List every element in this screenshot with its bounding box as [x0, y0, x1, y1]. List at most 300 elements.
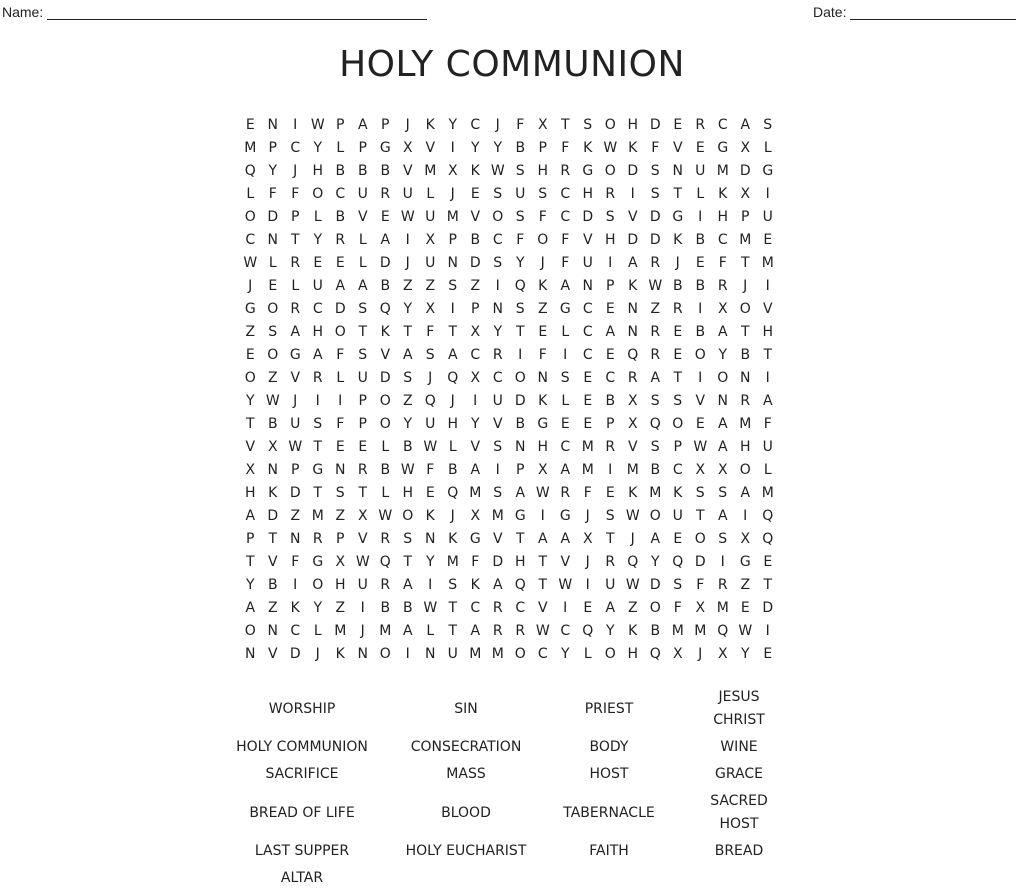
grid-letter: D — [762, 600, 774, 616]
grid-letter: J — [450, 393, 455, 409]
grid-letter: W — [535, 485, 550, 501]
grid-letter: F — [426, 462, 435, 478]
word-bank — [231, 686, 819, 890]
grid-letter: R — [740, 393, 751, 409]
grid-letter: B — [470, 232, 481, 248]
grid-letter: R — [560, 163, 571, 179]
grid-letter: B — [672, 278, 683, 294]
grid-letter: H — [447, 416, 459, 432]
grid-letter: V — [402, 163, 413, 179]
grid-letter: Z — [537, 301, 548, 317]
grid-letter: P — [448, 232, 457, 248]
grid-letter: Q — [379, 554, 391, 570]
date-field — [813, 4, 1016, 20]
grid-letter: C — [290, 623, 301, 639]
grid-letter: S — [493, 186, 503, 202]
grid-letter: M — [446, 554, 459, 570]
grid-letter: U — [492, 393, 503, 409]
grid-letter: I — [540, 508, 545, 524]
grid-letter: S — [493, 439, 503, 455]
grid-letter: F — [471, 554, 480, 570]
grid-letter: K — [448, 531, 458, 547]
grid-letter: A — [402, 347, 413, 363]
grid-letter: T — [245, 416, 255, 432]
grid-letter: D — [379, 255, 391, 271]
grid-letter: J — [360, 623, 365, 639]
grid-letter: C — [560, 186, 571, 202]
grid-letter: Y — [403, 416, 413, 432]
word-bank-item: JESUS CHRIST — [713, 689, 765, 728]
grid-letter: Z — [402, 393, 413, 409]
grid-letter: M — [761, 485, 774, 501]
grid-letter: P — [291, 462, 300, 478]
grid-letter: G — [379, 140, 391, 156]
grid-letter: R — [357, 462, 368, 478]
grid-letter: T — [740, 324, 750, 340]
grid-letter: U — [402, 186, 413, 202]
name-field — [2, 4, 427, 20]
grid-letter: Z — [335, 600, 346, 616]
grid-letter: O — [537, 232, 549, 248]
grid-letter: O — [402, 508, 414, 524]
grid-letter: V — [470, 439, 481, 455]
grid-letter: U — [312, 278, 323, 294]
grid-letter: Q — [379, 301, 391, 317]
grid-letter: N — [627, 324, 638, 340]
grid-letter: V — [672, 140, 683, 156]
grid-letter: I — [585, 577, 590, 593]
grid-letter: H — [312, 324, 324, 340]
grid-letter: T — [695, 508, 705, 524]
grid-letter: I — [608, 255, 613, 271]
grid-letter: F — [291, 186, 300, 202]
page-title: HOLY COMMUNION — [339, 44, 685, 85]
grid-letter: C — [245, 232, 256, 248]
grid-letter: E — [560, 416, 570, 432]
grid-letter: B — [695, 278, 706, 294]
grid-letter: O — [514, 646, 526, 662]
grid-letter: E — [380, 209, 390, 225]
grid-letter: I — [495, 278, 500, 294]
grid-letter: V — [627, 439, 638, 455]
name-label: Name: — [2, 4, 44, 20]
grid-letter: K — [583, 140, 593, 156]
grid-letter: O — [334, 324, 346, 340]
grid-letter: C — [492, 232, 503, 248]
grid-letter: E — [605, 347, 615, 363]
grid-letter: T — [763, 347, 773, 363]
grid-letter: M — [311, 508, 324, 524]
grid-letter: Z — [650, 301, 661, 317]
grid-letter: U — [515, 186, 526, 202]
grid-letter: I — [405, 232, 410, 248]
grid-letter: E — [470, 186, 480, 202]
grid-letter: A — [402, 623, 413, 639]
grid-letter: L — [763, 140, 772, 156]
grid-letter: Y — [268, 163, 278, 179]
grid-letter: H — [604, 232, 616, 248]
grid-letter: Y — [313, 600, 323, 616]
grid-letter: O — [244, 623, 256, 639]
grid-letter: C — [560, 209, 571, 225]
grid-letter: I — [698, 301, 703, 317]
grid-letter: M — [424, 163, 437, 179]
grid-letter: L — [583, 646, 592, 662]
grid-letter: X — [717, 646, 728, 662]
grid-letter: R — [515, 623, 526, 639]
grid-letter: X — [740, 186, 751, 202]
grid-letter: W — [648, 278, 663, 294]
grid-letter: T — [403, 324, 413, 340]
grid-letter: I — [405, 646, 410, 662]
word-bank-item: WORSHIP — [268, 700, 336, 717]
grid-letter: R — [335, 232, 346, 248]
grid-letter: E — [583, 393, 593, 409]
grid-letter: G — [672, 209, 684, 225]
word-bank-item: CONSECRATION — [410, 739, 522, 755]
grid-letter: E — [425, 485, 435, 501]
grid-letter: M — [716, 163, 729, 179]
grid-letter: W — [490, 163, 505, 179]
grid-letter: S — [538, 186, 548, 202]
grid-letter: C — [582, 301, 593, 317]
grid-letter: I — [563, 347, 568, 363]
grid-letter: N — [582, 278, 593, 294]
grid-letter: A — [560, 278, 571, 294]
grid-letter: W — [603, 140, 618, 156]
grid-letter: S — [763, 117, 773, 133]
grid-letter: G — [762, 163, 774, 179]
grid-letter: J — [698, 646, 703, 662]
grid-letter: Q — [717, 623, 729, 639]
grid-letter: O — [604, 163, 616, 179]
grid-letter: D — [649, 232, 661, 248]
grid-letter: L — [336, 370, 345, 386]
grid-letter: O — [312, 186, 324, 202]
grid-letter: O — [649, 600, 661, 616]
grid-letter: I — [450, 301, 455, 317]
grid-letter: R — [380, 577, 391, 593]
grid-letter: R — [380, 531, 391, 547]
grid-letter: C — [582, 324, 593, 340]
grid-letter: Y — [245, 577, 255, 593]
grid-letter: C — [470, 117, 481, 133]
word-bank-item: HOST — [589, 766, 629, 782]
grid-letter: X — [537, 462, 548, 478]
grid-letter: Z — [290, 508, 301, 524]
grid-letter: Y — [470, 416, 480, 432]
word-bank-item: PRIEST — [584, 700, 634, 717]
grid-letter: U — [357, 577, 368, 593]
grid-letter: A — [627, 255, 638, 271]
grid-letter: S — [448, 577, 458, 593]
grid-letter: D — [582, 209, 594, 225]
grid-letter: N — [267, 117, 278, 133]
grid-letter: X — [335, 554, 346, 570]
word-bank-item: FAITH — [589, 843, 629, 859]
grid-letter: C — [470, 600, 481, 616]
grid-letter: M — [694, 623, 707, 639]
grid-letter: S — [650, 163, 660, 179]
grid-letter: B — [380, 462, 391, 478]
grid-letter: W — [265, 393, 280, 409]
grid-letter: L — [448, 439, 457, 455]
word-bank-item: ALTAR — [280, 870, 324, 886]
grid-letter: A — [560, 531, 571, 547]
grid-letter: P — [291, 209, 300, 225]
grid-letter: T — [673, 186, 683, 202]
grid-letter: Y — [493, 324, 503, 340]
grid-letter: N — [357, 646, 368, 662]
grid-letter: S — [650, 439, 660, 455]
grid-letter: T — [290, 232, 300, 248]
grid-letter: S — [358, 301, 368, 317]
grid-letter: L — [561, 393, 570, 409]
grid-letter: T — [605, 531, 615, 547]
grid-letter: E — [268, 278, 278, 294]
grid-letter: Y — [740, 646, 750, 662]
grid-letter: Q — [447, 370, 459, 386]
grid-letter: J — [540, 255, 545, 271]
grid-letter: C — [672, 462, 683, 478]
word-bank-item: GRACE — [715, 766, 763, 782]
grid-letter: D — [267, 508, 279, 524]
grid-letter: L — [313, 623, 322, 639]
grid-letter: A — [245, 600, 256, 616]
grid-letter: N — [290, 531, 301, 547]
grid-letter: Y — [425, 554, 435, 570]
grid-letter: F — [516, 117, 525, 133]
grid-letter: T — [245, 554, 255, 570]
grid-letter: Z — [402, 278, 413, 294]
grid-letter: H — [582, 186, 594, 202]
grid-letter: N — [267, 462, 278, 478]
grid-letter: A — [492, 577, 503, 593]
grid-letter: O — [694, 347, 706, 363]
grid-letter: K — [470, 577, 480, 593]
grid-letter: I — [293, 117, 298, 133]
grid-letter: F — [268, 186, 277, 202]
grid-letter: S — [493, 485, 503, 501]
grid-letter: Q — [424, 393, 436, 409]
grid-letter: F — [561, 140, 570, 156]
grid-letter: Z — [335, 508, 346, 524]
grid-letter: L — [358, 255, 367, 271]
grid-letter: C — [537, 646, 548, 662]
grid-letter: D — [334, 301, 346, 317]
grid-letter: O — [514, 370, 526, 386]
grid-letter: E — [673, 531, 683, 547]
grid-letter: E — [583, 600, 593, 616]
grid-letter: G — [582, 163, 594, 179]
grid-letter: W — [558, 577, 573, 593]
grid-letter: K — [538, 393, 548, 409]
grid-letter: K — [673, 485, 683, 501]
grid-letter: Y — [650, 554, 660, 570]
grid-letter: B — [695, 324, 706, 340]
grid-letter: T — [448, 623, 458, 639]
grid-letter: A — [312, 347, 323, 363]
grid-letter: G — [537, 416, 549, 432]
grid-letter: U — [762, 209, 773, 225]
grid-letter: F — [561, 232, 570, 248]
grid-letter: Q — [649, 646, 661, 662]
grid-letter: E — [695, 140, 705, 156]
grid-letter: E — [673, 117, 683, 133]
grid-letter: D — [627, 232, 639, 248]
grid-letter: I — [630, 186, 635, 202]
grid-letter: P — [336, 117, 345, 133]
grid-letter: O — [244, 370, 256, 386]
grid-letter: T — [740, 255, 750, 271]
grid-letter: B — [740, 347, 751, 363]
grid-letter: R — [290, 301, 301, 317]
grid-letter: T — [313, 485, 323, 501]
grid-letter: W — [423, 439, 438, 455]
grid-letter: S — [403, 370, 413, 386]
grid-letter: L — [246, 186, 255, 202]
grid-letter: T — [515, 531, 525, 547]
grid-letter: K — [335, 646, 345, 662]
grid-letter: E — [583, 370, 593, 386]
grid-letter: K — [673, 232, 683, 248]
grid-letter: C — [470, 347, 481, 363]
grid-letter: L — [336, 140, 345, 156]
grid-letter: I — [450, 140, 455, 156]
grid-letter: D — [649, 577, 661, 593]
grid-letter: A — [717, 324, 728, 340]
grid-letter: S — [605, 508, 615, 524]
grid-letter: B — [515, 416, 526, 432]
grid-letter: J — [585, 554, 590, 570]
grid-letter: S — [403, 531, 413, 547]
grid-letter: T — [538, 554, 548, 570]
grid-letter: G — [469, 531, 481, 547]
grid-letter: V — [492, 416, 503, 432]
grid-letter: J — [293, 163, 298, 179]
grid-letter: E — [313, 255, 323, 271]
grid-letter: R — [312, 370, 323, 386]
grid-letter: I — [495, 462, 500, 478]
grid-letter: C — [515, 600, 526, 616]
grid-letter: B — [695, 232, 706, 248]
grid-letter: P — [516, 462, 525, 478]
grid-letter: J — [405, 117, 410, 133]
grid-letter: Y — [313, 232, 323, 248]
grid-letter: Z — [267, 370, 278, 386]
grid-letter: V — [582, 232, 593, 248]
grid-letter: R — [650, 324, 661, 340]
grid-letter: I — [765, 278, 770, 294]
grid-letter: V — [695, 393, 706, 409]
grid-letter: O — [492, 209, 504, 225]
grid-letter: M — [469, 485, 482, 501]
grid-letter: H — [717, 209, 729, 225]
grid-letter: R — [492, 600, 503, 616]
grid-letter: X — [357, 508, 368, 524]
word-bank-item: LAST SUPPER — [254, 843, 350, 859]
grid-letter: V — [267, 646, 278, 662]
grid-letter: V — [627, 209, 638, 225]
grid-letter: A — [650, 370, 661, 386]
grid-letter: H — [762, 324, 774, 340]
grid-letter: W — [625, 577, 640, 593]
grid-letter: C — [290, 140, 301, 156]
grid-letter: X — [582, 531, 593, 547]
grid-letter: U — [357, 370, 368, 386]
grid-letter: I — [315, 393, 320, 409]
grid-letter: N — [447, 255, 458, 271]
grid-letter: X — [537, 117, 548, 133]
grid-letter: P — [336, 531, 345, 547]
grid-letter: A — [447, 347, 458, 363]
grid-letter: V — [537, 600, 548, 616]
grid-letter: H — [627, 117, 639, 133]
grid-letter: P — [381, 117, 390, 133]
grid-letter: J — [450, 186, 455, 202]
grid-letter: I — [765, 186, 770, 202]
grid-letter: P — [358, 140, 367, 156]
grid-letter: S — [718, 485, 728, 501]
grid-letter: K — [268, 485, 278, 501]
grid-letter: F — [336, 416, 345, 432]
grid-letter: M — [581, 462, 594, 478]
grid-letter: Y — [515, 255, 525, 271]
grid-letter: C — [582, 347, 593, 363]
grid-letter: W — [400, 462, 415, 478]
grid-letter: U — [425, 209, 436, 225]
grid-letter: B — [335, 209, 346, 225]
grid-letter: H — [537, 439, 549, 455]
grid-letter: E — [358, 439, 368, 455]
grid-letter: T — [448, 600, 458, 616]
word-bank-item: SACRED HOST — [710, 793, 768, 832]
grid-letter: U — [605, 577, 616, 593]
grid-letter: A — [245, 508, 256, 524]
grid-letter: O — [739, 462, 751, 478]
grid-letter: V — [290, 370, 301, 386]
grid-letter: M — [491, 646, 504, 662]
grid-letter: M — [469, 646, 482, 662]
grid-letter: I — [338, 393, 343, 409]
grid-letter: O — [694, 531, 706, 547]
grid-letter: V — [560, 554, 571, 570]
grid-letter: C — [717, 117, 728, 133]
grid-letter: Y — [313, 140, 323, 156]
grid-letter: E — [245, 347, 255, 363]
grid-letter: U — [582, 255, 593, 271]
grid-letter: B — [357, 163, 368, 179]
word-bank-item: HOLY COMMUNION — [236, 739, 368, 755]
grid-letter: T — [448, 324, 458, 340]
grid-letter: E — [335, 439, 345, 455]
word-bank-item: SACRIFICE — [265, 766, 339, 782]
grid-letter: B — [380, 163, 391, 179]
grid-letter: J — [450, 508, 455, 524]
word-bank-item: BREAD — [714, 843, 764, 859]
grid-letter: Y — [605, 623, 615, 639]
grid-letter: V — [492, 531, 503, 547]
grid-letter: Z — [470, 278, 481, 294]
grid-letter: Q — [514, 278, 526, 294]
grid-letter: X — [695, 600, 706, 616]
grid-letter: Z — [627, 600, 638, 616]
grid-letter: N — [672, 163, 683, 179]
grid-letter: N — [335, 462, 346, 478]
grid-letter: V — [380, 347, 391, 363]
grid-letter: E — [695, 255, 705, 271]
grid-letter: U — [695, 163, 706, 179]
